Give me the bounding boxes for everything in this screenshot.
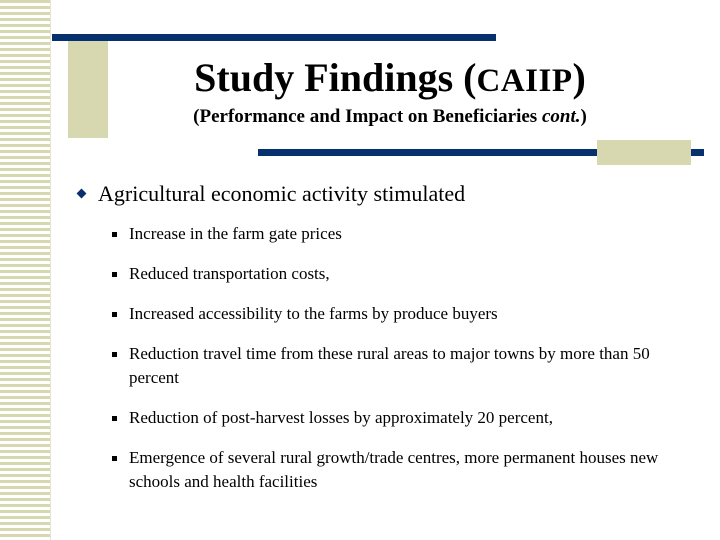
square-bullet-icon — [112, 456, 117, 461]
sub-bullet-text: Reduction travel time from these rural areas to major towns by more than 50 percent — [129, 344, 650, 387]
sub-bullet-text: Increase in the farm gate prices — [129, 224, 342, 243]
left-decorative-stripes — [0, 0, 51, 540]
title-decor-block-left — [68, 36, 108, 138]
sub-bullet-text: Reduction of post-harvest losses by approximately 20 percent, — [129, 408, 553, 427]
title-acronym: CAIIP — [476, 63, 573, 99]
square-bullet-icon — [112, 416, 117, 421]
subtitle-close: ) — [580, 106, 587, 127]
square-bullet-icon — [112, 312, 117, 317]
square-bullet-icon — [112, 352, 117, 357]
list-item — [110, 222, 700, 246]
main-bullet-text: Agricultural economic activity stimulated — [98, 181, 466, 206]
slide-subtitle — [130, 103, 650, 131]
subtitle-main: (Performance and Impact on Beneficiaries — [193, 106, 542, 127]
list-item — [110, 446, 700, 494]
sub-bullet-list — [110, 222, 700, 494]
sub-bullet-text: Emergence of several rural growth/trade centres, more permanent houses new schools and health facilities — [129, 448, 659, 491]
title-decor-block-right — [597, 140, 691, 165]
list-item — [110, 342, 700, 390]
subtitle-italic: cont. — [541, 106, 581, 127]
square-bullet-icon — [112, 232, 117, 237]
title-bar-top — [52, 34, 496, 41]
sub-bullet-text: Reduced transportation costs, — [129, 264, 330, 283]
diamond-bullet-icon — [77, 189, 87, 199]
square-bullet-icon — [112, 272, 117, 277]
title-main: Study Findings ( — [194, 55, 477, 100]
list-item — [110, 302, 700, 326]
list-item — [110, 262, 700, 286]
title-close: ) — [572, 55, 586, 100]
sub-bullet-text: Increased accessibility to the farms by produce buyers — [129, 304, 498, 323]
slide-title — [130, 52, 650, 107]
list-item — [110, 406, 700, 430]
